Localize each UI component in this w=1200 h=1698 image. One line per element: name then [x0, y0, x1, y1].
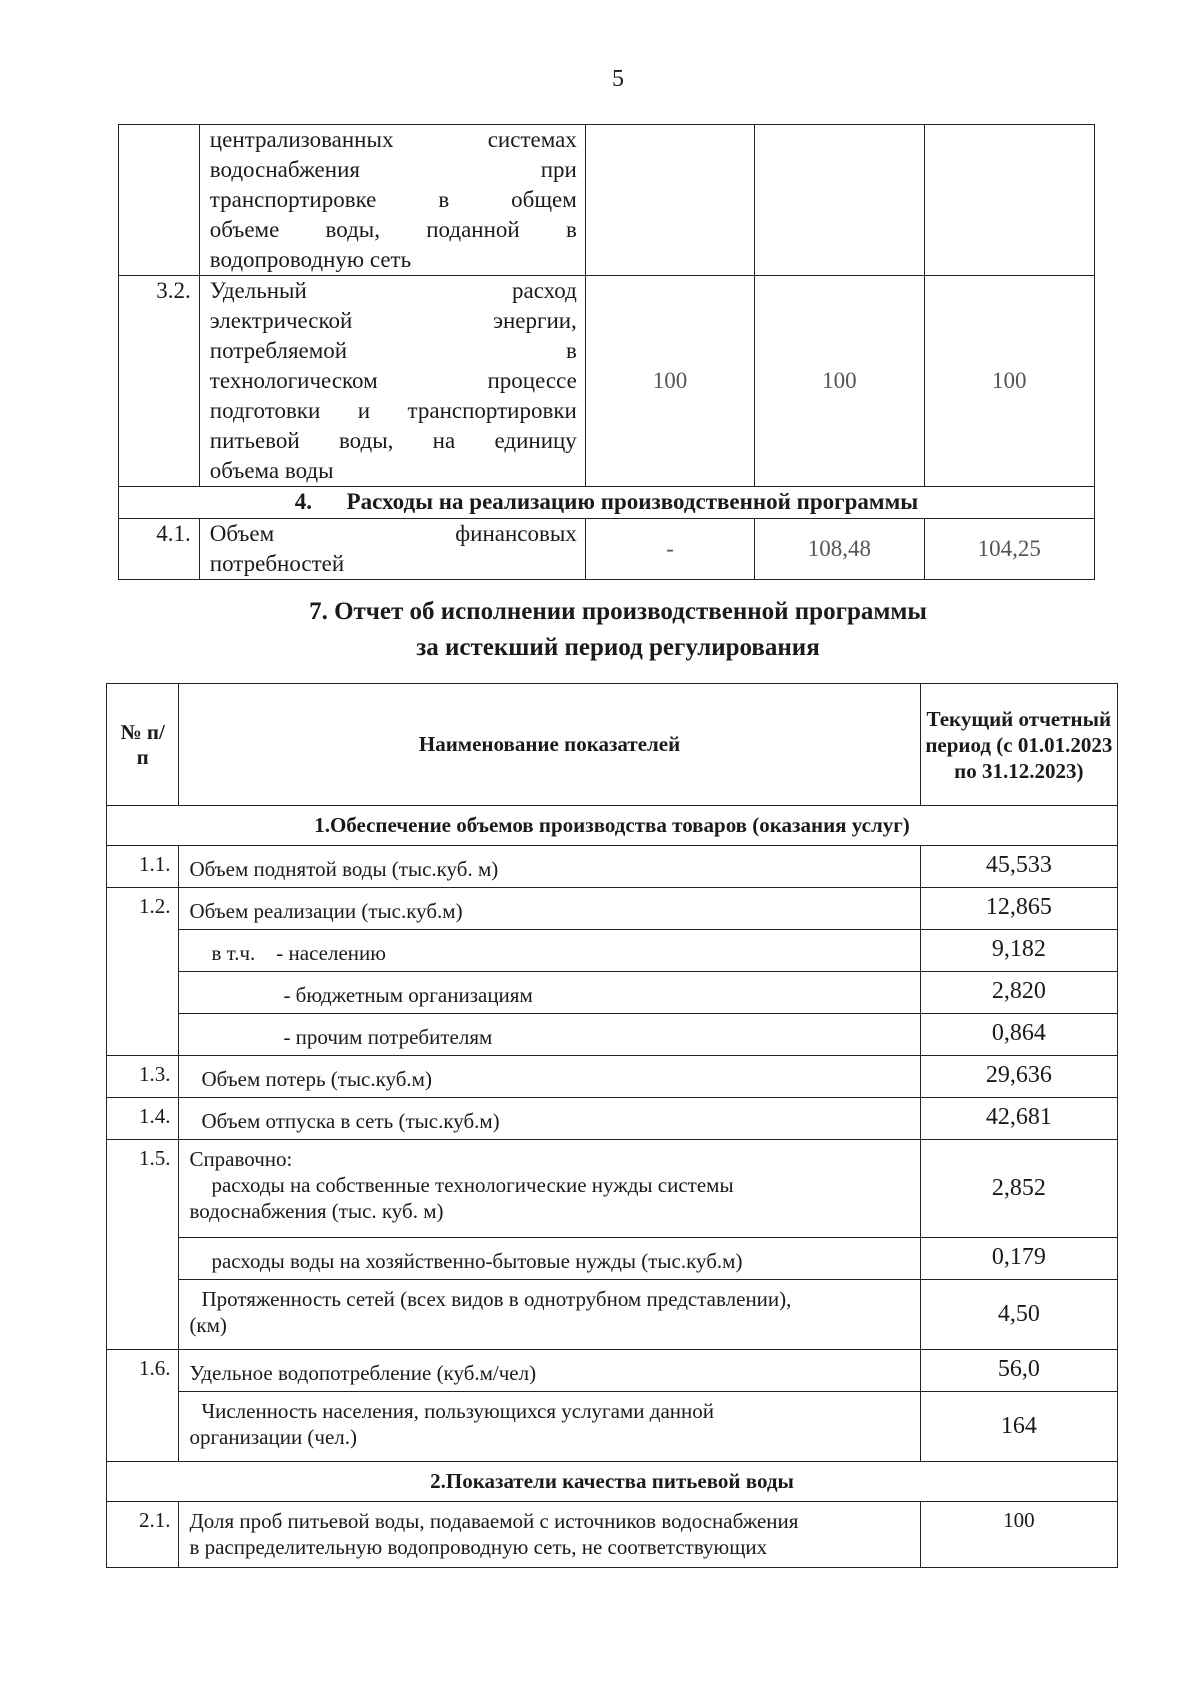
indicator-name: Объем финансовых потребностей [199, 519, 585, 580]
table-row [107, 1502, 1118, 1568]
table-row [107, 1238, 1118, 1280]
row-number: 2.1. [107, 1502, 179, 1568]
report-title: 7. Отчет об исполнении производственной программы за истекший период регулирования [309, 598, 927, 661]
table-row [107, 1350, 1118, 1392]
table-row [107, 888, 1118, 930]
value-cell: 56,0 [920, 1350, 1117, 1392]
value-cell: 2,820 [920, 972, 1117, 1014]
value-cell: 12,865 [920, 888, 1117, 930]
value-cell: 0,864 [920, 1014, 1117, 1056]
value-cell: 100 [924, 276, 1094, 487]
value-cell: 45,533 [920, 846, 1117, 888]
section-heading: 2.Показатели качества питьевой воды [107, 1462, 1118, 1502]
indicator-name: Объем отпуска в сеть (тыс.куб.м) [179, 1098, 920, 1140]
row-number: 1.6. [107, 1350, 179, 1462]
value-cell: 4,50 [920, 1280, 1117, 1350]
table-row [107, 1280, 1118, 1350]
table-row [107, 1056, 1118, 1098]
row-number: 1.2. [107, 888, 179, 1056]
indicator-name: Протяженность сетей (всех видов в однотрубном представлении), (км) [179, 1280, 920, 1350]
section-heading: 1.Обеспечение объемов производства товаров (оказания услуг) [107, 806, 1118, 846]
header-num: № п/п [107, 684, 179, 806]
section-row [119, 487, 1095, 519]
header-period: Текущий отчетный период (с 01.01.2023 по 31.12.2023) [920, 684, 1117, 806]
table-row [107, 1392, 1118, 1462]
indicator-name: Объем реализации (тыс.куб.м) [179, 888, 920, 930]
table-row [119, 519, 1095, 580]
row-number: 1.5. [107, 1140, 179, 1350]
indicator-name: - бюджетным организациям [179, 972, 920, 1014]
indicator-name: Справочно: расходы на собственные технологические нужды системы водоснабжения (тыс. куб. м) [179, 1140, 920, 1238]
table-row [107, 930, 1118, 972]
page-number: 5 [612, 66, 624, 92]
section-row [107, 806, 1118, 846]
header-row [107, 684, 1118, 806]
indicator-name: Доля проб питьевой воды, подаваемой с источников водоснабжения в распределительную водопроводную сеть, не соответствующих [179, 1502, 920, 1568]
indicator-name: в т.ч. - населению [179, 930, 920, 972]
indicator-name: Удельный расход электрической энергии, потребляемой в технологическом процессе подготовки и транспортировки питьевой воды, на единицу объема воды [199, 276, 585, 487]
row-number: 1.1. [107, 846, 179, 888]
table-row [107, 846, 1118, 888]
value-cell: 100 [755, 276, 924, 487]
header-name: Наименование показателей [179, 684, 920, 806]
value-cell: 0,179 [920, 1238, 1117, 1280]
table-row [107, 1140, 1118, 1238]
value-cell: 164 [920, 1392, 1117, 1462]
indicator-name: - прочим потребителям [179, 1014, 920, 1056]
section-row [107, 1462, 1118, 1502]
row-number: 4.1. [119, 519, 200, 580]
row-number: 1.4. [107, 1098, 179, 1140]
table-row [107, 1098, 1118, 1140]
row-number: 3.2. [119, 276, 200, 487]
table-row [107, 972, 1118, 1014]
value-cell: 42,681 [920, 1098, 1117, 1140]
indicator-name: расходы воды на хозяйственно-бытовые нужды (тыс.куб.м) [179, 1238, 920, 1280]
indicator-name: Объем поднятой воды (тыс.куб. м) [179, 846, 920, 888]
indicator-name: Объем потерь (тыс.куб.м) [179, 1056, 920, 1098]
table-row [119, 276, 1095, 487]
indicator-name: Численность населения, пользующихся услугами данной организации (чел.) [179, 1392, 920, 1462]
targets-table [118, 124, 1095, 580]
section-heading: 4. Расходы на реализацию производственной программы [119, 487, 1095, 519]
value-cell: 29,636 [920, 1056, 1117, 1098]
value-cell: 100 [920, 1502, 1117, 1568]
value-cell: 9,182 [920, 930, 1117, 972]
row-number: 1.3. [107, 1056, 179, 1098]
value-cell: 108,48 [755, 519, 924, 580]
value-cell: 2,852 [920, 1140, 1117, 1238]
value-cell: - [585, 519, 754, 580]
indicator-name: Удельное водопотребление (куб.м/чел) [179, 1350, 920, 1392]
value-cell: 104,25 [924, 519, 1094, 580]
indicator-name: централизованных системах водоснабжения при транспортировке в общем объеме воды, поданной в водопроводную сеть [199, 125, 585, 276]
table-row [107, 1014, 1118, 1056]
value-cell: 100 [585, 276, 754, 487]
report-table [106, 683, 1118, 1568]
table-row [119, 125, 1095, 276]
